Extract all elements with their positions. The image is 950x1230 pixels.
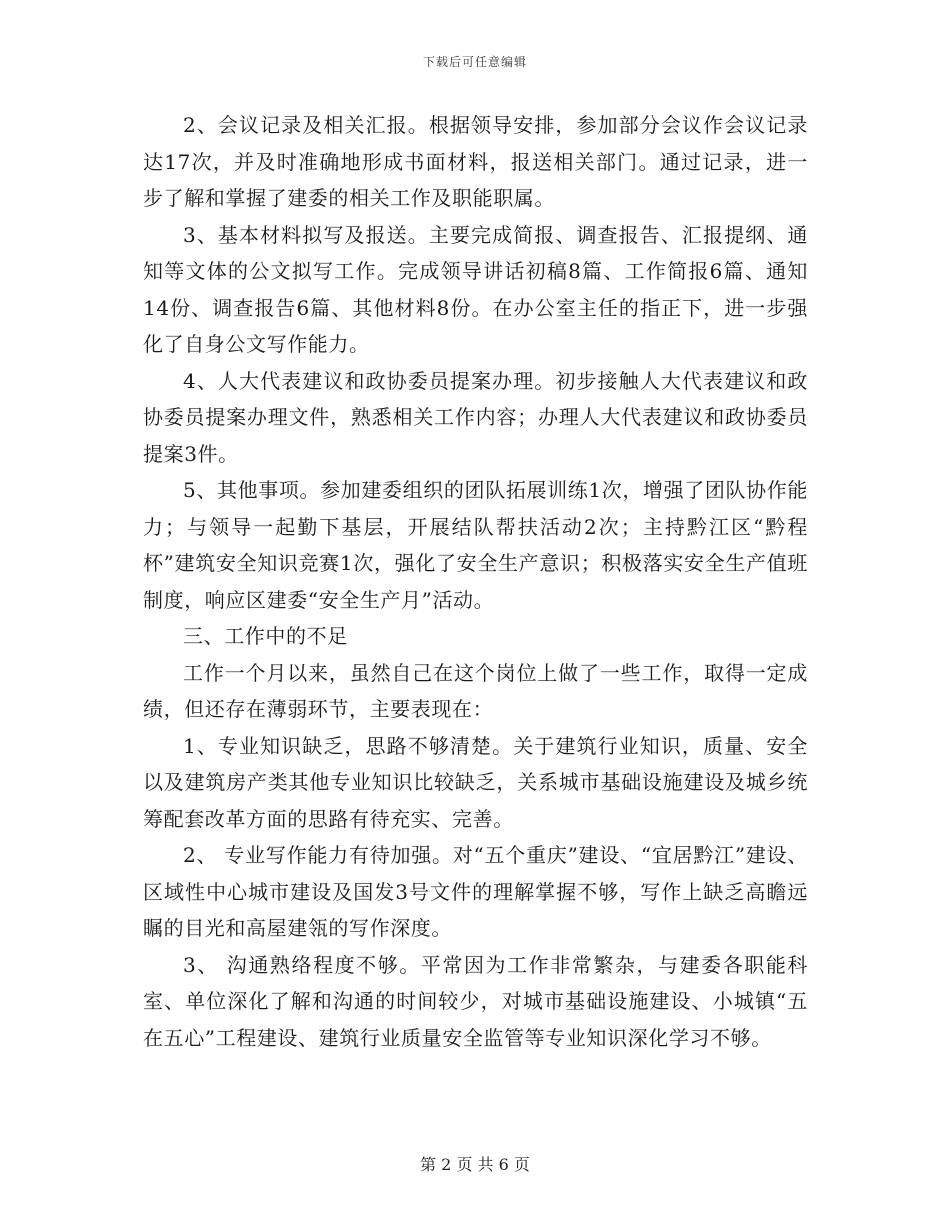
paragraph-proposals-handling: 4、人大代表建议和政协委员提案办理。初步接触人大代表建议和政协委员提案办理文件，熟悉相关工作内容；办理人大代表建议和政协委员提案3件。 — [143, 368, 808, 466]
page-header: 下载后可任意编辑 — [422, 55, 527, 69]
paragraph-materials-drafting: 3、基本材料拟写及报送。主要完成简报、调查报告、汇报提纲、通知等文体的公文拟写工作。完成领导讲话初稿8篇、工作简报6篇、通知14份、调查报告6篇、其他材料8份。在办公室主任的指正下，进一步强化了自身公文写作能力。 — [143, 222, 808, 356]
paragraph-writing-ability: 2、 专业写作能力有待加强。对“五个重庆”建设、“宜居黔江”建设、区域性中心城市建设及国发3号文件的理解掌握不够，写作上缺乏高瞻远瞩的目光和高屋建瓴的写作深度。 — [143, 843, 808, 940]
section-heading-shortcomings: 三、工作中的不足 — [183, 624, 348, 648]
paragraph-meeting-records: 2、会议记录及相关汇报。根据领导安排，参加部分会议作会议记录达17次，并及时准确地形成书面材料，报送相关部门。通过记录，进一步了解和掌握了建委的相关工作及职能职属。 — [143, 113, 808, 210]
paragraph-communication: 3、 沟通熟络程度不够。平常因为工作非常繁杂，与建委各职能科室、单位深化了解和沟通的时间较少，对城市基础设施建设、小城镇“五在五心”工程建设、建筑行业质量安全监管等专业知识深化学习不够。 — [143, 952, 808, 1050]
document-body — [143, 107, 808, 1056]
paragraph-knowledge-lacking: 1、专业知识缺乏，思路不够清楚。关于建筑行业知识，质量、安全以及建筑房产类其他专业知识比较缺乏，关系城市基础设施建设及城乡统筹配套改革方面的思路有待充实、完善。 — [143, 733, 808, 831]
paragraph-shortcomings-intro: 工作一个月以来，虽然自己在这个岗位上做了一些工作，取得一定成绩，但还存在薄弱环节，主要表现在： — [143, 660, 808, 721]
paragraph-other-matters: 5、其他事项。参加建委组织的团队拓展训练1次，增强了团队协作能力；与领导一起勤下基层，开展结队帮扶活动2次；主持黔江区“黔程杯”建筑安全知识竞赛1次，强化了安全生产意识；积极落实安全生产值班制度，响应区建委“安全生产月”活动。 — [143, 478, 808, 612]
page-number-footer: 第 2 页 共 6 页 — [420, 1155, 530, 1174]
